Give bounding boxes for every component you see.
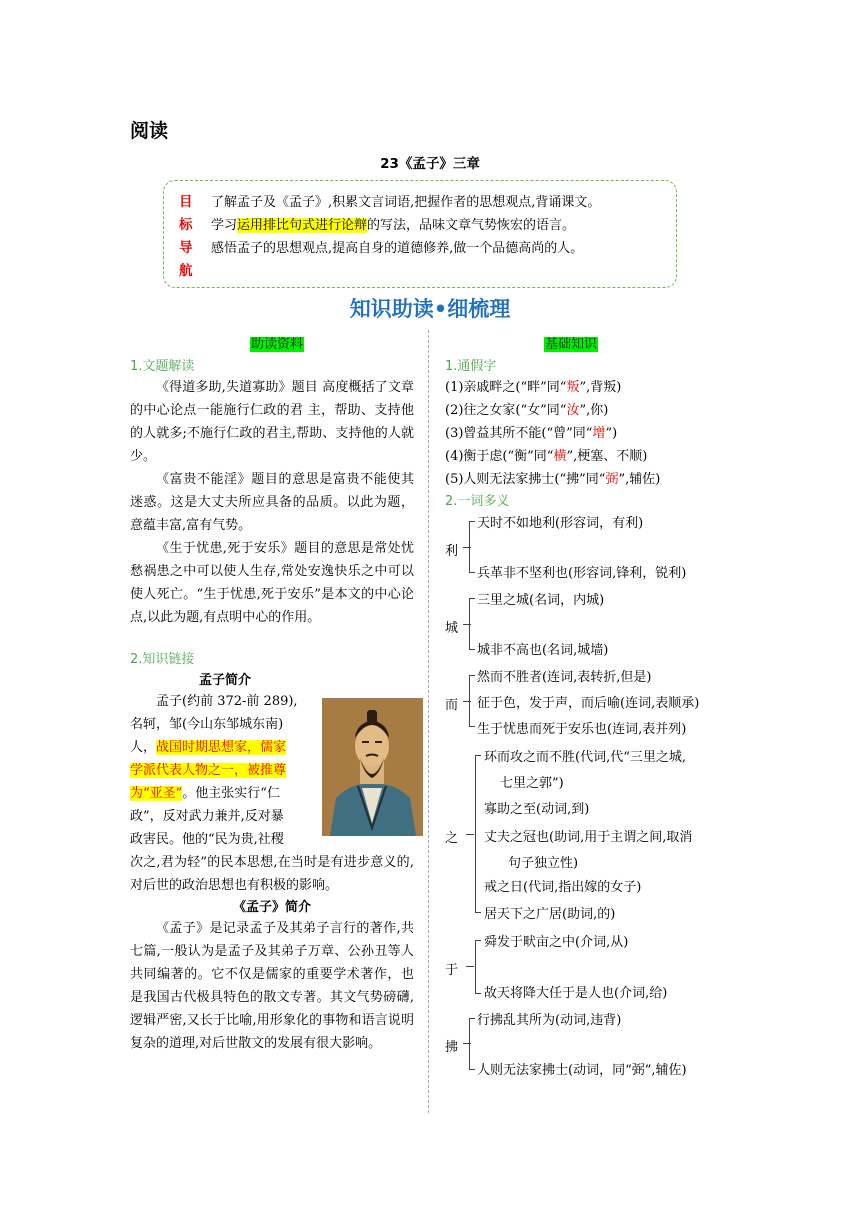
- goal-box: [163, 180, 677, 288]
- goal-label-char: 航: [179, 263, 193, 279]
- goal-label-char: 目: [179, 194, 193, 210]
- polysemy-item: 戒之日(代词,指出嫁的女子): [484, 880, 642, 895]
- section-title: 阅读: [130, 120, 169, 142]
- polysemy-word: 利: [445, 544, 459, 559]
- brace: [475, 755, 481, 913]
- left-para-3: 《生于忧患,死于安乐》题目的意思是常处忧愁祸患之中可以使人生存,常处安逸快乐之中可以使人死亡。“生于忧患,死于安乐”是本文的中心论点,以此为题,有点明中心的作用。: [130, 541, 414, 625]
- polysemy-word: 城: [445, 621, 459, 636]
- bio-text: [130, 690, 322, 851]
- polysemy-item: 天时不如地利(形容词，有利): [477, 516, 644, 531]
- lesson-title: 23《孟子》三章: [380, 156, 480, 172]
- bio-line: [130, 736, 322, 759]
- goal-label: [179, 191, 195, 283]
- goal-line-1: 了解孟子及《孟子》,积累文言词语,把握作者的思想观点,背诵课文。: [211, 195, 601, 210]
- bio-highlight: 为“亚圣”: [130, 786, 183, 801]
- polysemy-item: 句子独立性): [508, 856, 579, 871]
- brace: [475, 940, 481, 994]
- left-head-label: 助读资料: [251, 337, 304, 352]
- brace-tick: [466, 966, 474, 967]
- left-heading-2: 2.知识链接: [130, 652, 195, 667]
- brace-tick: [463, 624, 471, 625]
- tj-pre: (1)亲戚畔之(“畔”同“: [445, 380, 567, 395]
- left-column-head: [250, 333, 304, 352]
- polysemy-item: 舜发于畎亩之中(介词,从): [484, 935, 629, 950]
- left-para-2: 《富贵不能淫》题目的意思是富贵不能使其迷惑。这是大丈夫所应具备的品质。以此为题，意蕴丰富,富有气势。: [130, 472, 414, 533]
- left-heading-1: 1.文题解读: [130, 359, 195, 374]
- tj-post: ”): [605, 426, 618, 441]
- polysemy-item: 丈夫之冠也(助词,用于主谓之间,取消: [484, 830, 693, 845]
- polysemy-item: 居天下之广居(助词,的): [484, 907, 616, 922]
- bio-line: 政害民。他的“民为贵,社稷: [130, 832, 284, 847]
- polysemy-word: 之: [445, 831, 459, 846]
- brace-tick: [463, 1043, 471, 1044]
- tongjia-item: [445, 422, 745, 445]
- tj-pre: (2)往之女家(“女”同“: [445, 403, 567, 418]
- bio-line: [130, 782, 322, 805]
- tj-pre: (4)衡于虑(“衡”同“: [445, 449, 554, 464]
- tj-char: 叛: [566, 380, 580, 395]
- bio-line: 政”，反对武力兼并,反对暴: [130, 809, 284, 824]
- tj-char: 横: [553, 449, 567, 464]
- goal-line-2: [211, 214, 600, 237]
- tj-post: ”,背叛): [579, 380, 622, 395]
- tj-pre: (5)人则无法家拂士(“拂”同“: [445, 472, 606, 487]
- goal-label-char: 标: [179, 217, 193, 233]
- bio-line-post: 。他主张实行“仁: [182, 786, 280, 801]
- tj-post: ”,你): [579, 403, 609, 418]
- brace-tick: [463, 701, 471, 702]
- polysemy-word: 拂: [445, 1040, 459, 1055]
- polysemy-item: 然而不胜者(连词,表转折,但是): [477, 670, 652, 685]
- tongjia-list: [445, 376, 745, 491]
- section-banner: 知识助读•细梳理: [349, 297, 511, 321]
- column-divider: [428, 330, 429, 1113]
- portrait-svg: [322, 698, 423, 836]
- polysemy-item: 生于忧患而死于安乐也(连词,表并列): [477, 722, 687, 737]
- tj-post: ”,辅佐): [618, 472, 661, 487]
- bio-line: [130, 759, 322, 782]
- goal-line-2-highlight: 运用排比句式进行论辩: [237, 218, 368, 233]
- goal-label-char: 导: [179, 240, 193, 256]
- brace-tick: [466, 834, 474, 835]
- tj-char: 弼: [605, 472, 619, 487]
- polysemy-item: 环而攻之而不胜(代词,代“三里之城,: [484, 750, 686, 765]
- tongjia-item: [445, 468, 745, 491]
- polysemy-item: 征于色，发于声，而后喻(连词,表顺承): [477, 696, 700, 711]
- brace: [469, 1018, 475, 1070]
- goal-line-2-post: 的写法，品味文章气势恢宏的语言。: [367, 218, 576, 233]
- book-para: 《孟子》是记录孟子及其弟子言行的著作,共七篇,一般认为是孟子及其弟子万章、公孙丑等人共同编著的。它不仅是儒家的重要学术著作，也是我国古代极具特色的散文专著。其文气势磅礴,逻辑严密,又长于比喻,用形象化的事物和语言说明复杂的道理,对后世散文的发展有很大影响。: [130, 921, 414, 1051]
- tj-char: 汝: [566, 403, 580, 418]
- right-head-label: 基础知识: [545, 337, 598, 352]
- polysemy-word: 而: [445, 698, 459, 713]
- tj-char: 增: [592, 426, 606, 441]
- goal-line-3: 感悟孟子的思想观点,提高自身的道德修养,做一个品德高尚的人。: [211, 241, 584, 256]
- left-para-1: 《得道多助,失道寡助》题目 高度概括了文章的中心论点一能施行仁政的君 主，帮助、支持他的人就多;不施行仁政的君主,帮助、支持他的人就少。: [130, 380, 414, 464]
- bio-line-pre: 人，: [130, 740, 157, 755]
- bio-line: 名轲，邹(今山东邹城东南): [130, 717, 284, 732]
- tongjia-item: [445, 376, 745, 399]
- tongjia-item: [445, 445, 745, 468]
- polysemy-item: 寡助之至(动词,到): [484, 802, 590, 817]
- polysemy-item: 三里之城(名词，内城): [477, 593, 605, 608]
- right-column-head: [544, 333, 598, 352]
- polysemy-item: 兵革非不坚利也(形容词,锋利，锐利): [477, 566, 687, 581]
- polysemy-item: 故天将降大任于是人也(介词,给): [484, 986, 668, 1001]
- tongjia-item: [445, 399, 745, 422]
- right-heading-1: 1.通假字: [445, 359, 497, 374]
- bio-title: 孟子简介: [198, 673, 251, 688]
- goal-lines: [211, 191, 600, 260]
- polysemy-item: 人则无法家拂士(动词，同“弼”,辅佐): [477, 1063, 687, 1078]
- right-heading-2: 2.一词多义: [445, 494, 510, 509]
- polysemy-word: 于: [445, 963, 459, 978]
- polysemy-item: 城非不高也(名词,城墙): [477, 643, 609, 658]
- polysemy-item: 七里之郭”): [500, 776, 564, 791]
- bio-rest: 次之,君为轻”的民本思想,在当时是有进步意义的,对后世的政治思想也有积极的影响。: [130, 855, 414, 893]
- bio-line: 孟子(约前 372-前 289),: [156, 694, 298, 709]
- bio-highlight: 学派代表人物之一，被推尊: [130, 763, 287, 778]
- brace-tick: [463, 547, 471, 548]
- goal-line-2-pre: 学习: [211, 218, 238, 233]
- mencius-portrait: [322, 698, 423, 836]
- bio-highlight: 战国时期思想家，儒家: [156, 740, 287, 755]
- polysemy-item: 行拂乱其所为(动词,违背): [477, 1013, 622, 1028]
- tj-post: ”,梗塞、不顺): [566, 449, 648, 464]
- tj-pre: (3)曾益其所不能(“曾”同“: [445, 426, 593, 441]
- book-title: 《孟子》简介: [232, 900, 311, 915]
